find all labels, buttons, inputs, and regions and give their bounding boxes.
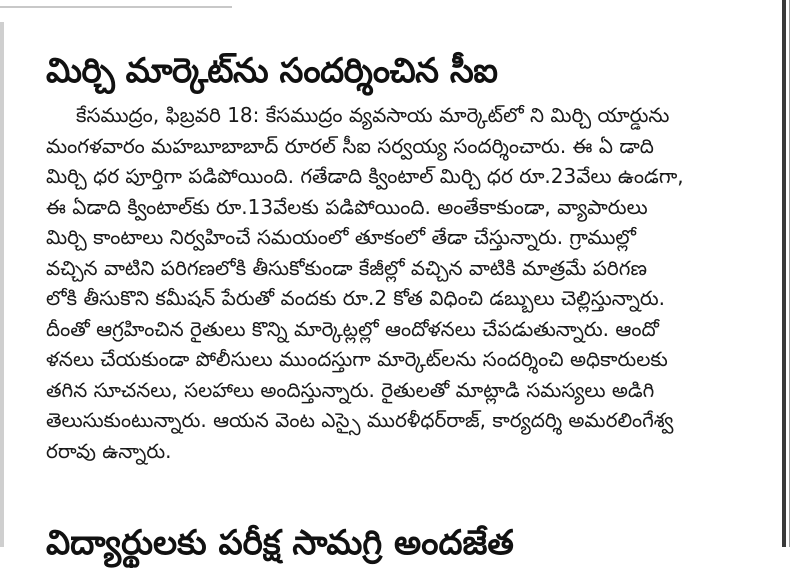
article-line: కేసముద్రం, ఫిబ్రవరి 18: కేసముద్రం వ్యవసాయ మార్కెట్‌లో ని మిర్చి యార్డును bbox=[76, 103, 670, 127]
next-article-headline: విద్యార్థులకు పరీక్ష సామగ్రి అందజేత bbox=[46, 523, 514, 563]
article-line: లోకి తీసుకొని కమీషన్ పేరుతో వందకు రూ.2 కోత విధించి డబ్బులు చెల్లిస్తున్నారు. bbox=[46, 286, 666, 310]
column-divider bbox=[782, 0, 786, 547]
article-line: మిర్చి కాంటాలు నిర్వహించే సమయంలో తూకంలో తేడా చేస్తున్నారు. గ్రాముల్లో bbox=[46, 225, 636, 249]
article-line: ళనలు చేయకుండా పోలీసులు ముందస్తుగా మార్కెట్‌లను సందర్శించి అధికారులకు bbox=[46, 347, 668, 371]
news-article bbox=[46, 46, 754, 466]
left-column-edge bbox=[0, 22, 4, 547]
article-line: ఈ ఏడాది క్వింటాల్‌కు రూ.13వేలకు పడిపోయింది. అంతేకాకుండా, వ్యాపారులు bbox=[46, 194, 648, 219]
article-line: తెలుసుకుంటున్నారు. ఆయన వెంట ఎస్సై మురళీధర్‌రాజ్, కార్యదర్శి అమరలింగేశ్వ bbox=[46, 408, 674, 432]
article-line: మిర్చి ధర పూర్తిగా పడిపోయింది. గతేడాది క్వింటాల్ మిర్చి ధర రూ.23వేలు ఉండగా, bbox=[46, 164, 684, 188]
column-divider-thin bbox=[789, 0, 790, 547]
article-line: తగిన సూచనలు, సలహాలు అందిస్తున్నారు. రైతులతో మాట్లాడి సమస్యలు అడిగి bbox=[46, 377, 655, 402]
article-headline: మిర్చి మార్కెట్‌ను సందర్శించిన సీఐ bbox=[46, 51, 498, 91]
article-line: రరావు ఉన్నారు. bbox=[46, 438, 172, 463]
article-line: మంగళవారం మహబూబాబాద్ రూరల్ సీఐ సర్వయ్య సందర్శించారు. ఈ ఏ డాది bbox=[46, 133, 654, 158]
article-line: వచ్చిన వాటిని పరిగణలోకి తీసుకోకుండా కేజీల్లో వచ్చిన వాటికి మాత్రమే పరిగణ bbox=[46, 255, 647, 280]
article-body bbox=[46, 100, 754, 466]
top-rule bbox=[0, 6, 232, 8]
article-line: దీంతో ఆగ్రహించిన రైతులు కొన్ని మార్కెట్లల్లో ఆందోళనలు చేపడుతున్నారు. ఆందో bbox=[46, 316, 659, 341]
